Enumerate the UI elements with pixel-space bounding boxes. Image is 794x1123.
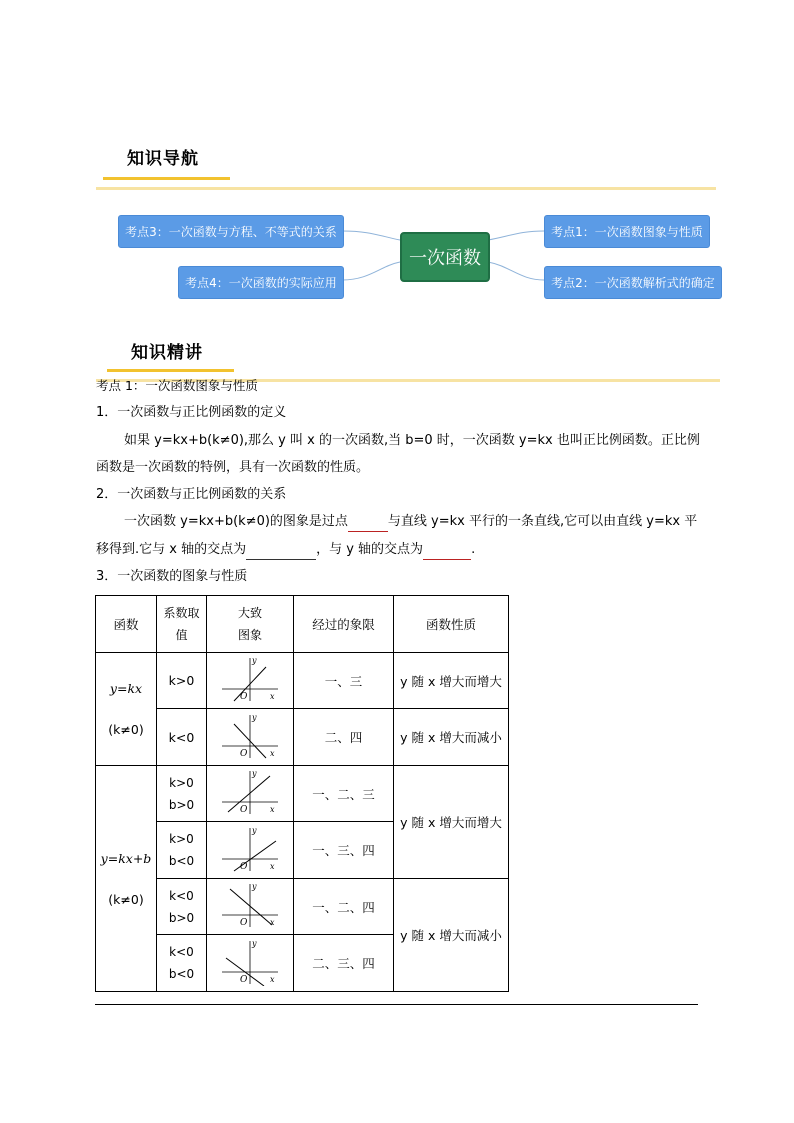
lecture-title-underline (107, 369, 234, 372)
graph-ykx-positive (220, 655, 280, 703)
svg-text:x: x (270, 861, 275, 871)
coef-b: b<0 (168, 854, 195, 868)
coef-k: k>0 (169, 775, 194, 790)
header-properties: 函数性质 (394, 596, 509, 653)
heading-relation: 2．一次函数与正比例函数的关系 (96, 487, 287, 502)
graph-kpos-bneg (220, 825, 280, 873)
func-ykx-formula: y=kx (109, 681, 143, 696)
header-coef-line1: 系数取 (163, 606, 200, 620)
prop-cell-decreasing: y 随 x 增大而减小 (394, 879, 509, 992)
coef-cell (157, 766, 207, 822)
graph-kpos-bpos (220, 768, 280, 816)
svg-text:y: y (252, 656, 257, 665)
header-func: 函数 (96, 596, 157, 653)
graph-kneg-bneg (220, 938, 280, 986)
relation-text-4: ，与 y 轴的交点为 (316, 542, 424, 557)
svg-text:x: x (270, 918, 275, 927)
graph-cell (207, 935, 294, 992)
graph-cell (207, 879, 294, 935)
func-ykx-condition: (k≠0) (108, 722, 144, 737)
coef-cell (157, 879, 207, 935)
graph-cell (207, 766, 294, 822)
relation-text-1: 一次函数 y=kx+b(k≠0)的图象是过点 (124, 514, 348, 529)
svg-text:O: O (240, 805, 248, 815)
header-graph (207, 596, 294, 653)
coef-k: k>0 (169, 832, 194, 846)
header-coef (157, 596, 207, 653)
graph-kneg-bpos (220, 881, 280, 929)
graph-cell (207, 709, 294, 766)
func-ykx (96, 653, 157, 766)
svg-text:O: O (240, 748, 248, 759)
quad-cell: 一、三、四 (294, 822, 394, 879)
svg-text:y: y (252, 825, 257, 835)
coef-cell: k<0 (157, 709, 207, 766)
svg-text:O: O (240, 974, 248, 985)
nav-title: 知识导航 (127, 149, 199, 169)
svg-text:x: x (270, 974, 275, 984)
prop-cell: y 随 x 增大而减小 (394, 709, 509, 766)
mindmap-center[interactable]: 一次函数 (400, 232, 490, 282)
svg-text:x: x (270, 692, 275, 701)
svg-text:O: O (240, 918, 248, 928)
paragraph-definition-line2: 函数是一次函数的特例，具有一次函数的性质。 (96, 460, 370, 475)
quad-cell: 一、二、三 (294, 766, 394, 822)
quad-cell: 一、三 (294, 653, 394, 709)
mindmap-node-topic1[interactable]: 考点1：一次函数图象与性质 (544, 215, 710, 248)
svg-text:x: x (270, 805, 275, 814)
answer-blank-y-intercept[interactable] (423, 559, 471, 560)
coef-b: b>0 (168, 797, 195, 812)
coef-b: b>0 (168, 910, 195, 925)
header-graph-line1: 大致 (237, 606, 262, 620)
svg-text:y: y (252, 882, 257, 891)
coef-k: k<0 (169, 888, 194, 903)
relation-text-2: 与直线 y=kx 平行的一条直线,它可以由直线 y=kx 平 (387, 514, 698, 529)
coef-cell (157, 822, 207, 879)
table-row (96, 879, 509, 935)
paragraph-relation-line2 (96, 540, 475, 560)
svg-text:y: y (252, 938, 257, 948)
quad-cell: 一、二、四 (294, 879, 394, 935)
nav-divider (96, 187, 716, 190)
mindmap-node-topic2[interactable]: 考点2：一次函数解析式的确定 (544, 266, 722, 299)
coef-cell (157, 935, 207, 992)
svg-text:y: y (252, 769, 257, 778)
relation-text-5: . (471, 542, 476, 557)
paragraph-relation-line1 (124, 512, 697, 532)
header-quadrants: 经过的象限 (294, 596, 394, 653)
table-header-row (96, 596, 509, 653)
nav-title-underline (103, 177, 230, 180)
table-row (96, 653, 509, 709)
header-graph-line2: 图象 (237, 628, 262, 642)
answer-blank-point[interactable] (348, 531, 388, 532)
graph-cell (207, 822, 294, 879)
coef-b: b<0 (168, 967, 195, 981)
coef-cell: k>0 (157, 653, 207, 709)
quad-cell: 二、四 (294, 709, 394, 766)
properties-table (95, 595, 509, 992)
func-ykxb-condition: (k≠0) (108, 891, 144, 907)
svg-text:x: x (270, 748, 275, 758)
coef-k: k<0 (169, 945, 194, 959)
graph-ykx-negative (220, 712, 280, 760)
graph-cell (207, 653, 294, 709)
footer-rule (95, 1004, 698, 1005)
table-row (96, 709, 509, 766)
heading-definition: 1．一次函数与正比例函数的定义 (96, 405, 287, 420)
table-row (96, 766, 509, 822)
svg-text:y: y (252, 712, 257, 722)
func-ykxb-formula: y=kx+b (100, 850, 152, 866)
prop-cell: y 随 x 增大而增大 (394, 653, 509, 709)
heading-graph-properties: 3．一次函数的图象与性质 (96, 569, 248, 584)
prop-cell-increasing: y 随 x 增大而增大 (394, 766, 509, 879)
paragraph-definition-line1: 如果 y=kx+b(k≠0),那么 y 叫 x 的一次函数,当 b=0 时，一次函数 y=kx 也叫正比例函数。正比例 (124, 433, 700, 448)
mindmap-node-topic3[interactable]: 考点3：一次函数与方程、不等式的关系 (118, 215, 344, 248)
quad-cell: 二、三、四 (294, 935, 394, 992)
header-coef-line2: 值 (175, 628, 188, 642)
svg-text:O: O (240, 861, 248, 872)
func-ykxb (96, 766, 157, 992)
lecture-title: 知识精讲 (131, 343, 203, 363)
answer-blank-x-intercept[interactable] (246, 559, 316, 560)
topic-label: 考点 1：一次函数图象与性质 (96, 378, 258, 393)
relation-text-3: 移得到.它与 x 轴的交点为 (96, 542, 247, 557)
svg-text:O: O (240, 692, 248, 702)
mindmap-node-topic4[interactable]: 考点4：一次函数的实际应用 (178, 266, 344, 299)
